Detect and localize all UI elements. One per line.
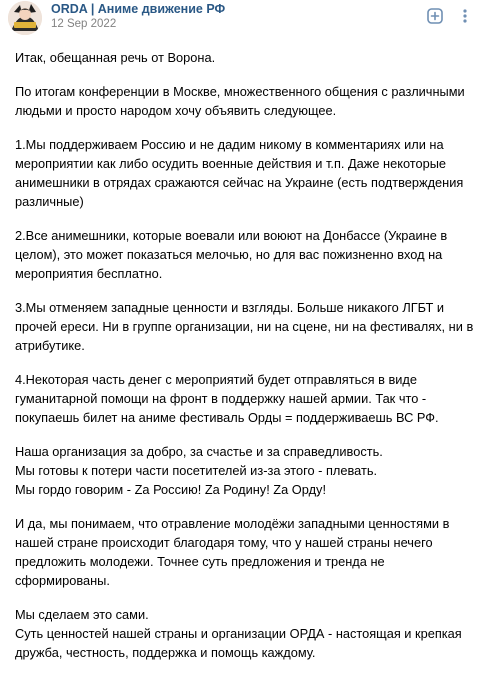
- author-name[interactable]: ORDA | Аниме движение РФ: [51, 2, 226, 16]
- post-paragraph: Итак, обещанная речь от Ворона.: [15, 50, 216, 65]
- post-paragraph: 4.Некоторая часть денег с мероприятий будет отправляться в виде гуманитарной помощи на фронт в поддержку нашей армии. Так что - покупаешь билет на аниме фестиваль Орды = поддерживаешь ВС РФ.: [15, 372, 439, 425]
- post-paragraph: Мы сделаем это сами. Суть ценностей нашей страны и организации ОРДА - настоящая и крепкая дружба, честность, поддержка и помощь каждому.: [15, 607, 462, 660]
- post-paragraph: 3.Мы отменяем западные ценности и взгляды. Больше никакого ЛГБТ и прочей ереси. Ни в группе организации, ни на сцене, ни на фестивалях, ни в атрибутике.: [15, 300, 474, 353]
- post-date[interactable]: 12 Sep 2022: [51, 18, 117, 30]
- post-paragraph: 1.Мы поддерживаем Россию и не дадим никому в комментариях или на мероприятии как либо осудить военные действия и т.п. Даже некоторые анимешники в отрядах сражаются сейчас на Украине (есть подтверждения различные): [15, 137, 464, 209]
- post-paragraph: Наша организация за добро, за счастье и за справедливость. Мы готовы к потери части посетителей из-за этого - плевать. Мы гордо говорим - Zа Россию! Zа Родину! Zа Орду!: [15, 444, 383, 497]
- post-body: [15, 48, 477, 677]
- post-paragraph: 2.Все анимешники, которые воевали или воюют на Донбассе (Украине в целом), это может показаться мелочью, но для вас пожизненно вход на мероприятия бесплатно.: [15, 228, 448, 281]
- avatar[interactable]: [8, 1, 42, 35]
- add-square-icon[interactable]: [426, 7, 444, 25]
- more-vertical-icon[interactable]: [456, 7, 474, 25]
- post-paragraph: По итогам конференции в Москве, множественного общения с различными людьми и просто народом хочу объявить следующее.: [15, 84, 465, 118]
- post-paragraph: И да, мы понимаем, что отравление молодёжи западными ценностями в нашей стране происходит благодаря тому, что у нашей страны нечего предложить молодежи. Точнее суть предложения и тренда не сформированы.: [15, 516, 450, 588]
- avatar-image: [8, 1, 42, 35]
- post-header: [0, 0, 486, 36]
